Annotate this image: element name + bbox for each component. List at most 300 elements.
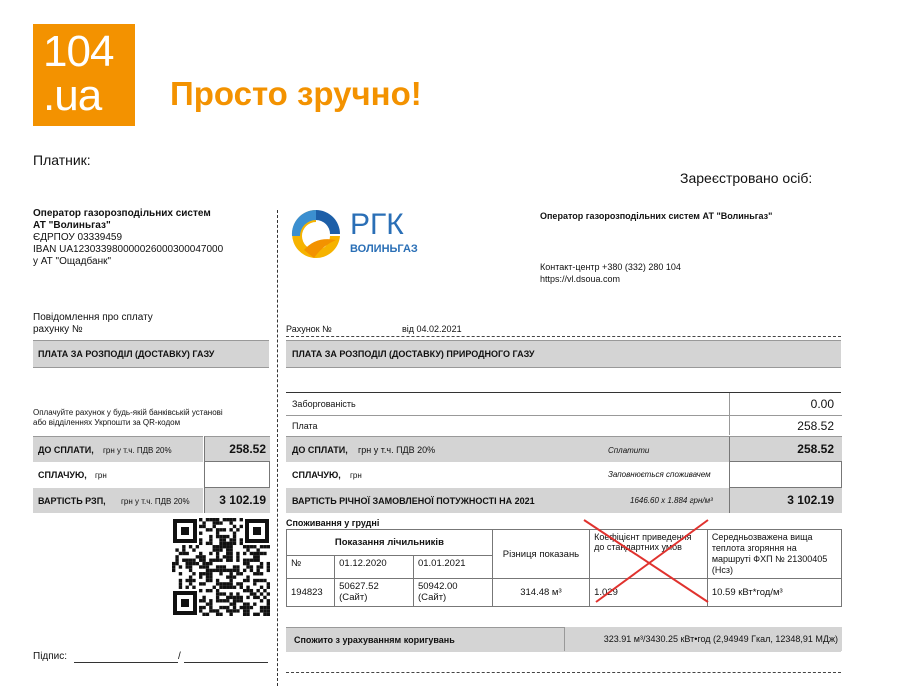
qr-code bbox=[172, 518, 270, 616]
cut-line bbox=[277, 210, 278, 686]
qr-module bbox=[253, 596, 256, 599]
qr-module bbox=[240, 606, 243, 609]
left-iban: IBAN UA123033980000026000300047000 bbox=[33, 244, 224, 255]
qr-module bbox=[246, 548, 249, 551]
qr-module bbox=[267, 609, 270, 612]
qr-module bbox=[206, 565, 209, 568]
qr-module bbox=[263, 589, 266, 592]
qr-module bbox=[250, 606, 253, 609]
invoice-divider bbox=[286, 336, 841, 337]
qr-module bbox=[226, 599, 229, 602]
qr-module bbox=[260, 606, 263, 609]
qr-module bbox=[192, 562, 195, 565]
qr-module bbox=[256, 613, 259, 616]
qr-module bbox=[226, 596, 229, 599]
consumption-table bbox=[286, 529, 842, 607]
qr-module bbox=[260, 545, 263, 548]
date1-header: 01.12.2020 bbox=[335, 555, 414, 578]
qr-module bbox=[216, 559, 219, 562]
qr-module bbox=[250, 559, 253, 562]
qr-module bbox=[202, 555, 205, 558]
qr-module bbox=[229, 548, 232, 551]
qr-module bbox=[182, 545, 185, 548]
bottom-divider bbox=[286, 672, 841, 673]
qr-module bbox=[219, 592, 222, 595]
qr-module bbox=[253, 559, 256, 562]
qr-module bbox=[243, 609, 246, 612]
qr-module bbox=[216, 565, 219, 568]
qr-module bbox=[226, 609, 229, 612]
qr-module bbox=[246, 589, 249, 592]
qr-module bbox=[199, 559, 202, 562]
qr-module bbox=[202, 606, 205, 609]
qr-module bbox=[219, 542, 222, 545]
qr-module bbox=[236, 559, 239, 562]
qr-module bbox=[223, 582, 226, 585]
qr-module bbox=[206, 613, 209, 616]
qr-module bbox=[219, 586, 222, 589]
qr-module bbox=[240, 538, 243, 541]
qr-module bbox=[233, 596, 236, 599]
qr-module bbox=[219, 582, 222, 585]
qr-module bbox=[206, 589, 209, 592]
right-to-pay-label-cell bbox=[286, 436, 729, 462]
qr-module bbox=[236, 596, 239, 599]
qr-module bbox=[246, 579, 249, 582]
qr-module bbox=[240, 572, 243, 575]
qr-module bbox=[246, 596, 249, 599]
qr-module bbox=[229, 592, 232, 595]
qr-module bbox=[223, 586, 226, 589]
qr-module bbox=[216, 609, 219, 612]
qr-module bbox=[253, 582, 256, 585]
left-operator-line1: Оператор газорозподільних систем bbox=[33, 208, 211, 219]
qr-module bbox=[229, 559, 232, 562]
date2-header: 01.01.2021 bbox=[413, 555, 492, 578]
right-to-pay-value-cell bbox=[729, 436, 842, 462]
rgk-logo-icon bbox=[286, 206, 346, 262]
qr-module bbox=[256, 565, 259, 568]
qr-module bbox=[192, 572, 195, 575]
qr-module bbox=[236, 565, 239, 568]
qr-module bbox=[213, 548, 216, 551]
qr-module bbox=[233, 569, 236, 572]
qr-module bbox=[189, 562, 192, 565]
qr-module bbox=[189, 565, 192, 568]
qr-module bbox=[206, 579, 209, 582]
qr-module bbox=[199, 525, 202, 528]
qr-module bbox=[216, 582, 219, 585]
qr-module bbox=[243, 606, 246, 609]
qr-module bbox=[226, 569, 229, 572]
qr-module bbox=[253, 552, 256, 555]
qr-module bbox=[199, 538, 202, 541]
left-cost-label-cell bbox=[33, 488, 203, 513]
qr-module bbox=[199, 555, 202, 558]
qr-module bbox=[209, 589, 212, 592]
qr-module bbox=[253, 579, 256, 582]
payer-label: Платник: bbox=[33, 152, 91, 168]
qr-module bbox=[219, 528, 222, 531]
qr-module bbox=[253, 545, 256, 548]
qr-module bbox=[209, 569, 212, 572]
qr-module bbox=[267, 592, 270, 595]
qr-module bbox=[233, 532, 236, 535]
qr-module bbox=[267, 602, 270, 605]
qr-module bbox=[263, 552, 266, 555]
qr-module bbox=[209, 518, 212, 521]
qr-module bbox=[240, 586, 243, 589]
qr-module bbox=[223, 542, 226, 545]
qr-module bbox=[263, 596, 266, 599]
qr-module bbox=[233, 538, 236, 541]
qr-module bbox=[256, 555, 259, 558]
qr-module bbox=[202, 596, 205, 599]
qr-module bbox=[233, 606, 236, 609]
qr-module bbox=[202, 599, 205, 602]
left-paying-label-cell bbox=[33, 462, 203, 487]
annual-calc: 1646.60 x 1.884 грн/м³ bbox=[630, 496, 713, 505]
qr-module bbox=[213, 518, 216, 521]
qr-module bbox=[223, 528, 226, 531]
qr-module bbox=[209, 535, 212, 538]
qr-module bbox=[199, 575, 202, 578]
qr-module bbox=[179, 586, 182, 589]
qr-module bbox=[260, 609, 263, 612]
diff-value: 314.48 м³ bbox=[492, 579, 589, 607]
qr-module bbox=[186, 565, 189, 568]
right-operator: Оператор газорозподільних систем АТ "Волиньгаз" bbox=[540, 211, 773, 221]
qr-module bbox=[233, 518, 236, 521]
signature-line-1[interactable] bbox=[74, 662, 178, 663]
left-service-title: ПЛАТА ЗА РОЗПОДІЛ (ДОСТАВКУ) ГАЗУ bbox=[38, 349, 215, 359]
annual-label-cell bbox=[286, 488, 729, 513]
consumption-title: Споживання у грудні bbox=[286, 518, 380, 528]
qr-module bbox=[209, 575, 212, 578]
qr-module bbox=[179, 579, 182, 582]
qr-module bbox=[199, 565, 202, 568]
qr-module bbox=[226, 555, 229, 558]
left-to-pay-label-cell bbox=[33, 436, 203, 462]
qr-module bbox=[236, 555, 239, 558]
qr-module bbox=[256, 559, 259, 562]
qr-module bbox=[260, 592, 263, 595]
right-paying-note: Заповнюється споживачем bbox=[608, 470, 711, 479]
qr-module bbox=[226, 559, 229, 562]
qr-module bbox=[216, 548, 219, 551]
qr-module bbox=[206, 572, 209, 575]
qr-module bbox=[216, 589, 219, 592]
qr-module bbox=[219, 559, 222, 562]
qr-module bbox=[243, 552, 246, 555]
qr-module bbox=[233, 575, 236, 578]
qr-module bbox=[233, 565, 236, 568]
qr-module bbox=[260, 579, 263, 582]
qr-module bbox=[243, 569, 246, 572]
qr-module bbox=[267, 586, 270, 589]
qr-module bbox=[223, 538, 226, 541]
qr-module bbox=[260, 586, 263, 589]
qr-module bbox=[216, 528, 219, 531]
right-to-pay-value: 258.52 bbox=[797, 442, 834, 456]
reading2: 50942.00 (Сайт) bbox=[413, 579, 492, 607]
diff-header: Різниця показань bbox=[492, 530, 589, 579]
qr-module bbox=[229, 528, 232, 531]
qr-module bbox=[229, 545, 232, 548]
qr-module bbox=[267, 545, 270, 548]
qr-module bbox=[243, 613, 246, 616]
qr-module bbox=[216, 596, 219, 599]
qr-module bbox=[243, 579, 246, 582]
qr-module bbox=[206, 518, 209, 521]
qr-module bbox=[202, 525, 205, 528]
qr-module bbox=[189, 569, 192, 572]
qr-module bbox=[209, 542, 212, 545]
qr-module bbox=[219, 599, 222, 602]
qr-module bbox=[209, 602, 212, 605]
qr-module bbox=[209, 538, 212, 541]
qr-module bbox=[192, 586, 195, 589]
left-notice-line1: Повідомлення про сплату bbox=[33, 312, 153, 323]
qr-module bbox=[260, 562, 263, 565]
qr-module bbox=[236, 572, 239, 575]
qr-module bbox=[172, 562, 175, 565]
qr-module bbox=[253, 613, 256, 616]
qr-module bbox=[219, 569, 222, 572]
right-contact: Контакт-центр +380 (332) 280 104 bbox=[540, 262, 681, 272]
invoice-date: від 04.02.2021 bbox=[402, 324, 462, 334]
qr-module bbox=[226, 518, 229, 521]
qr-module bbox=[206, 602, 209, 605]
slogan: Просто зручно! bbox=[170, 75, 422, 112]
qr-module bbox=[213, 586, 216, 589]
qr-module bbox=[206, 562, 209, 565]
qr-module bbox=[186, 562, 189, 565]
qr-module bbox=[206, 569, 209, 572]
qr-module bbox=[236, 609, 239, 612]
qr-module bbox=[236, 599, 239, 602]
qr-module bbox=[236, 582, 239, 585]
heat-header: Середньозважена вища теплота згоряння на маршруті ФХП № 21300405 (Нсз) bbox=[707, 530, 841, 579]
qr-module bbox=[202, 562, 205, 565]
qr-module bbox=[179, 582, 182, 585]
qr-module bbox=[175, 555, 178, 558]
qr-module bbox=[209, 609, 212, 612]
qr-module bbox=[233, 525, 236, 528]
qr-module bbox=[213, 609, 216, 612]
qr-module bbox=[223, 606, 226, 609]
qr-module bbox=[267, 569, 270, 572]
qr-module bbox=[250, 592, 253, 595]
qr-module bbox=[223, 555, 226, 558]
qr-module bbox=[186, 552, 189, 555]
qr-module bbox=[199, 589, 202, 592]
qr-module bbox=[209, 606, 212, 609]
qr-module bbox=[202, 572, 205, 575]
debt-label: Заборгованість bbox=[292, 399, 356, 409]
qr-module bbox=[199, 609, 202, 612]
qr-module bbox=[226, 582, 229, 585]
qr-module bbox=[250, 552, 253, 555]
qr-module bbox=[189, 579, 192, 582]
qr-module bbox=[263, 613, 266, 616]
qr-module bbox=[226, 535, 229, 538]
qr-module bbox=[229, 575, 232, 578]
qr-module bbox=[226, 548, 229, 551]
qr-module bbox=[229, 613, 232, 616]
qr-module bbox=[243, 589, 246, 592]
meter-header: Показання лічильників bbox=[287, 530, 493, 556]
qr-module bbox=[189, 575, 192, 578]
qr-module bbox=[226, 606, 229, 609]
right-paying-input[interactable] bbox=[729, 461, 842, 488]
qr-module bbox=[199, 599, 202, 602]
qr-module bbox=[202, 565, 205, 568]
qr-module bbox=[229, 555, 232, 558]
qr-module bbox=[186, 586, 189, 589]
left-to-pay-sub: грн у т.ч. ПДВ 20% bbox=[103, 446, 172, 455]
logo-line2: .ua bbox=[43, 71, 102, 120]
left-pay-hint-line2: або відділеннях Укрпошти за QR-кодом bbox=[33, 418, 181, 427]
qr-module bbox=[216, 555, 219, 558]
qr-module bbox=[233, 609, 236, 612]
qr-module bbox=[219, 548, 222, 551]
meter-number: 194823 bbox=[287, 579, 335, 607]
consumed-value-cell bbox=[564, 627, 842, 651]
qr-module bbox=[202, 521, 205, 524]
qr-module bbox=[219, 606, 222, 609]
qr-module bbox=[192, 579, 195, 582]
qr-module bbox=[253, 602, 256, 605]
qr-module bbox=[229, 586, 232, 589]
qr-module bbox=[199, 552, 202, 555]
signature-separator: / bbox=[178, 651, 181, 662]
qr-module bbox=[216, 613, 219, 616]
left-paying-label: СПЛАЧУЮ, bbox=[38, 470, 87, 480]
annual-value-cell bbox=[729, 488, 842, 513]
left-pay-hint-line1: Оплачуйте рахунок у будь-якій банківській установі bbox=[33, 408, 223, 417]
qr-module bbox=[253, 572, 256, 575]
qr-module bbox=[246, 609, 249, 612]
signature-line-2[interactable] bbox=[184, 662, 268, 663]
qr-module bbox=[223, 599, 226, 602]
qr-module bbox=[199, 606, 202, 609]
qr-module bbox=[267, 562, 270, 565]
qr-module bbox=[202, 559, 205, 562]
qr-module bbox=[229, 569, 232, 572]
qr-module bbox=[233, 542, 236, 545]
left-to-pay-label: ДО СПЛАТИ, bbox=[38, 445, 94, 455]
table-row bbox=[287, 579, 842, 607]
qr-module bbox=[192, 548, 195, 551]
qr-module bbox=[246, 559, 249, 562]
qr-module bbox=[219, 538, 222, 541]
left-edrpou: ЄДРПОУ 03339459 bbox=[33, 232, 122, 243]
left-cost-sub: грн у т.ч. ПДВ 20% bbox=[121, 497, 190, 506]
registered-label: Зареєстровано осіб: bbox=[680, 170, 813, 186]
qr-module bbox=[236, 569, 239, 572]
annual-label: ВАРТІСТЬ РІЧНОЇ ЗАМОВЛЕНОЇ ПОТУЖНОСТІ НА 2021 bbox=[292, 496, 535, 506]
qr-module bbox=[202, 613, 205, 616]
qr-module bbox=[209, 599, 212, 602]
qr-module bbox=[256, 552, 259, 555]
qr-module bbox=[192, 559, 195, 562]
qr-module bbox=[223, 518, 226, 521]
qr-module bbox=[250, 565, 253, 568]
qr-module bbox=[229, 538, 232, 541]
coef-header: Коефіцієнт приведення до стандартних умов bbox=[590, 530, 708, 579]
qr-module bbox=[253, 592, 256, 595]
fee-label-cell bbox=[286, 416, 729, 435]
right-service-title: ПЛАТА ЗА РОЗПОДІЛ (ДОСТАВКУ) ПРИРОДНОГО ГАЗУ bbox=[292, 349, 535, 359]
qr-module bbox=[229, 518, 232, 521]
qr-module bbox=[216, 552, 219, 555]
left-cost-value-cell bbox=[204, 488, 270, 513]
right-site: https://vl.dsoua.com bbox=[540, 274, 621, 284]
qr-module bbox=[206, 542, 209, 545]
qr-module bbox=[199, 532, 202, 535]
coef-value: 1.029 bbox=[590, 579, 708, 607]
qr-module bbox=[213, 525, 216, 528]
left-cost-value: 3 102.19 bbox=[219, 493, 266, 507]
left-paying-input[interactable] bbox=[204, 461, 270, 488]
qr-module bbox=[219, 521, 222, 524]
qr-module bbox=[196, 562, 199, 565]
qr-module bbox=[219, 565, 222, 568]
qr-module bbox=[243, 545, 246, 548]
qr-module bbox=[209, 528, 212, 531]
heat-value: 10.59 кВт*год/м³ bbox=[707, 579, 841, 607]
qr-module bbox=[182, 548, 185, 551]
qr-module bbox=[216, 569, 219, 572]
debt-value: 0.00 bbox=[810, 397, 834, 411]
right-to-pay-sub: грн у т.ч. ПДВ 20% bbox=[358, 445, 436, 455]
qr-module bbox=[175, 559, 178, 562]
qr-module bbox=[182, 552, 185, 555]
qr-module bbox=[236, 552, 239, 555]
qr-module bbox=[226, 575, 229, 578]
qr-module bbox=[226, 542, 229, 545]
debt-label-cell bbox=[286, 393, 729, 416]
fee-label: Плата bbox=[292, 421, 318, 431]
qr-module bbox=[216, 521, 219, 524]
qr-module bbox=[256, 548, 259, 551]
qr-module bbox=[246, 606, 249, 609]
qr-module bbox=[236, 592, 239, 595]
qr-module bbox=[246, 613, 249, 616]
qr-module bbox=[267, 565, 270, 568]
qr-module bbox=[226, 545, 229, 548]
qr-module bbox=[263, 609, 266, 612]
qr-module bbox=[256, 589, 259, 592]
qr-module bbox=[219, 545, 222, 548]
qr-module bbox=[216, 545, 219, 548]
rgk-brand-sub: ВОЛИНЬГАЗ bbox=[350, 243, 418, 255]
qr-module bbox=[263, 579, 266, 582]
consumed-label: Спожито з урахуванням коригувань bbox=[294, 635, 455, 645]
qr-module bbox=[226, 586, 229, 589]
qr-module bbox=[209, 572, 212, 575]
qr-module bbox=[219, 572, 222, 575]
left-bank: у АТ "Ощадбанк" bbox=[33, 256, 112, 267]
qr-module bbox=[223, 569, 226, 572]
qr-module bbox=[267, 613, 270, 616]
left-service-bar bbox=[33, 340, 269, 368]
qr-module bbox=[172, 565, 175, 568]
qr-module bbox=[243, 559, 246, 562]
qr-module bbox=[229, 602, 232, 605]
signature-label: Підпис: bbox=[33, 651, 68, 662]
